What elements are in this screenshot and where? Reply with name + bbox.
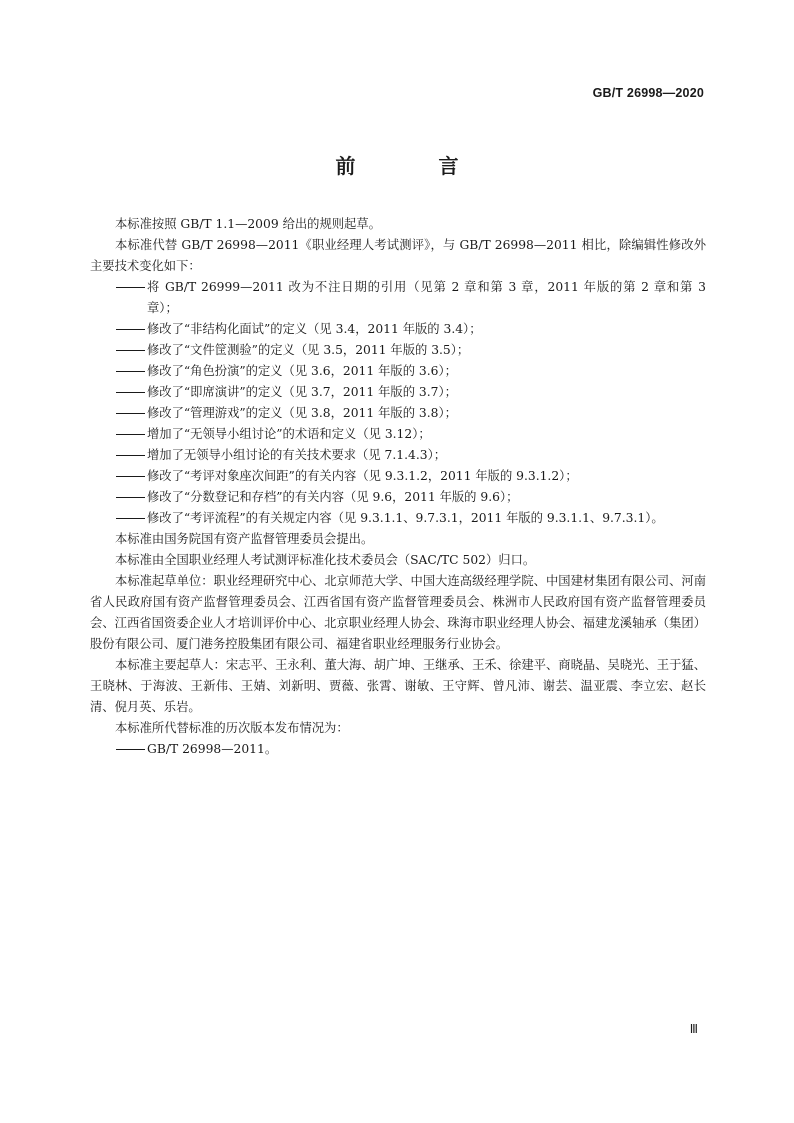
drafters-paragraph: 本标准主要起草人：宋志平、王永利、董大海、胡广坤、王继承、王禾、徐建平、商晓晶、吴晓光、王于猛、王晓林、于海波、王新伟、王婧、刘新明、贾薇、张霄、谢敏、王守辉、曾凡沛、谢芸、温亚震、李立宏、赵长清、倪月英、乐岩。 [90,658,706,714]
change-item: 修改了“考评流程”的有关规定内容（见 9.3.1.1、9.7.3.1，2011 年版的 9.3.1.1、9.7.3.1）。 [147,511,664,525]
change-item: 修改了“即席演讲”的定义（见 3.7，2011 年版的 3.7）； [147,385,457,399]
change-item: 修改了“角色扮演”的定义（见 3.6，2011 年版的 3.6）； [147,364,457,378]
page-title: 前 言 [335,154,497,178]
document-body [90,214,706,760]
intro-paragraph: 本标准按照 GB/T 1.1—2009 给出的规则起草。 [115,217,381,231]
standard-code-header: GB/T 26998—2020 [592,86,704,100]
change-item: 修改了“分数登记和存档”的有关内容（见 9.6，2011 年版的 9.6）； [147,490,519,504]
change-item: 修改了“管理游戏”的定义（见 3.8，2011 年版的 3.8）； [147,406,457,420]
committee-paragraph: 本标准由全国职业经理人考试测评标准化技术委员会（SAC/TC 502）归口。 [115,553,536,567]
change-item: 增加了“无领导小组讨论”的术语和定义（见 3.12）； [147,427,431,441]
drafting-units-paragraph: 本标准起草单位：职业经理研究中心、北京师范大学、中国大连高级经理学院、中国建材集团有限公司、河南省人民政府国有资产监督管理委员会、江西省国有资产监督管理委员会、株洲市人民政府国有资产监督管理委员会、江西省国资委企业人才培训评价中心、北京职业经理人协会、珠海市职业经理人协会、福建龙溪轴承（集团）股份有限公司、厦门港务控股集团有限公司、福建省职业经理服务行业协会。 [90,574,706,651]
change-item: 修改了“非结构化面试”的定义（见 3.4，2011 年版的 3.4）； [147,322,482,336]
intro-paragraph: 本标准代替 GB/T 26998—2011《职业经理人考试测评》，与 GB/T 26998—2011 相比，除编辑性修改外主要技术变化如下： [90,238,706,273]
page-number: Ⅲ [689,1022,698,1036]
proposer-paragraph: 本标准由国务院国有资产监督管理委员会提出。 [115,532,374,546]
change-item: 修改了“文件筐测验”的定义（见 3.5，2011 年版的 3.5）； [147,343,470,357]
change-item: 将 GB/T 26999—2011 改为不注日期的引用（见第 2 章和第 3 章，2011 年版的第 2 章和第 3 章）； [147,280,706,315]
history-intro-paragraph: 本标准所代替标准的历次版本发布情况为： [115,721,349,735]
change-item: 增加了无领导小组讨论的有关技术要求（见 7.1.4.3）； [147,448,447,462]
change-item: 修改了“考评对象座次间距”的有关内容（见 9.3.1.2，2011 年版的 9.3.1.2）； [147,469,578,483]
history-item: GB/T 26998—2011。 [147,742,278,756]
